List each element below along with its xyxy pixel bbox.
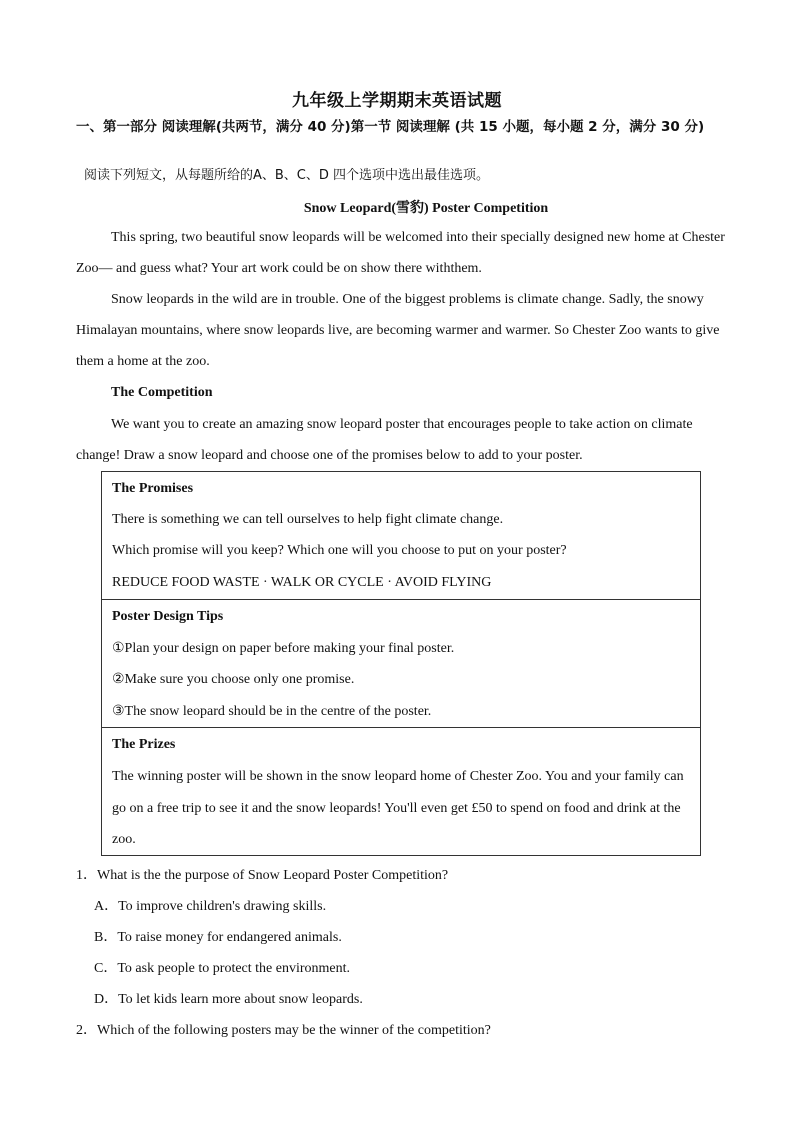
tips-heading: Poster Design Tips xyxy=(112,609,224,624)
passage-paragraph-2 xyxy=(76,284,736,377)
design-tips-box xyxy=(101,599,701,728)
prizes-box xyxy=(101,727,701,856)
question-2-stem: 2．Which of the following posters may be the winner of the competition? xyxy=(76,1023,491,1038)
promises-line-2: Which promise will you keep? Which one will you choose to put on your poster? xyxy=(112,543,567,558)
question-1-option-c: C．To ask people to protect the environment. xyxy=(94,961,351,976)
tip-1: ①Plan your design on paper before making your final poster. xyxy=(112,641,455,656)
passage-paragraph-1 xyxy=(76,222,736,284)
question-1-option-a: A．To improve children's drawing skills. xyxy=(94,899,327,914)
section-heading: 一、第一部分 阅读理解(共两节，满分 40 分)第一节 阅读理解 (共 15 小题，每小题 2 分，满分 30 分) xyxy=(76,119,705,135)
tip-3: ③The snow leopard should be in the centre of the poster. xyxy=(112,704,432,719)
question-1-option-d: D．To let kids learn more about snow leopards. xyxy=(94,992,363,1007)
prizes-heading: The Prizes xyxy=(112,737,176,752)
passage-title: Snow Leopard(雪豹) Poster Competition xyxy=(303,201,549,216)
paragraph-text: We want you to create an amazing snow leopard poster that encourages people to take action on climate change! Draw a snow leopard and choose one of the promises below to add to your poster. xyxy=(76,417,693,463)
exam-title: 九年级上学期期末英语试题 xyxy=(292,91,502,111)
prizes-text: The winning poster will be shown in the snow leopard home of Chester Zoo. You and your family can go on a free trip to see it and the snow leopards! You'll even get £50 to spend on food and drink at the zoo. xyxy=(112,769,684,847)
paragraph-text: This spring, two beautiful snow leopards will be welcomed into their specially designed new home at Chester Zoo— and guess what? Your art work could be on show there withthem. xyxy=(76,230,725,276)
question-1-stem: 1．What is the the purpose of Snow Leopard Poster Competition? xyxy=(76,868,449,883)
paragraph-text: Snow leopards in the wild are in trouble. One of the biggest problems is climate change. Sadly, the snowy Himalayan mountains, where snow leopards live, are becoming warmer and warmer. So Chester Zoo wants to give them a home at the zoo. xyxy=(76,292,720,369)
passage-paragraph-3 xyxy=(76,409,736,471)
promises-line-1: There is something we can tell ourselves to help fight climate change. xyxy=(112,512,504,527)
promises-box xyxy=(101,471,701,600)
question-1-option-b: B．To raise money for endangered animals. xyxy=(94,930,342,945)
instructions: 阅读下列短文，从每题所给的A、B、C、D 四个选项中选出最佳选项。 xyxy=(84,168,490,183)
competition-heading: The Competition xyxy=(111,385,213,400)
promises-heading: The Promises xyxy=(112,481,194,496)
tip-2: ②Make sure you choose only one promise. xyxy=(112,672,355,687)
promises-line-3: REDUCE FOOD WASTE · WALK OR CYCLE · AVOID FLYING xyxy=(112,575,492,590)
